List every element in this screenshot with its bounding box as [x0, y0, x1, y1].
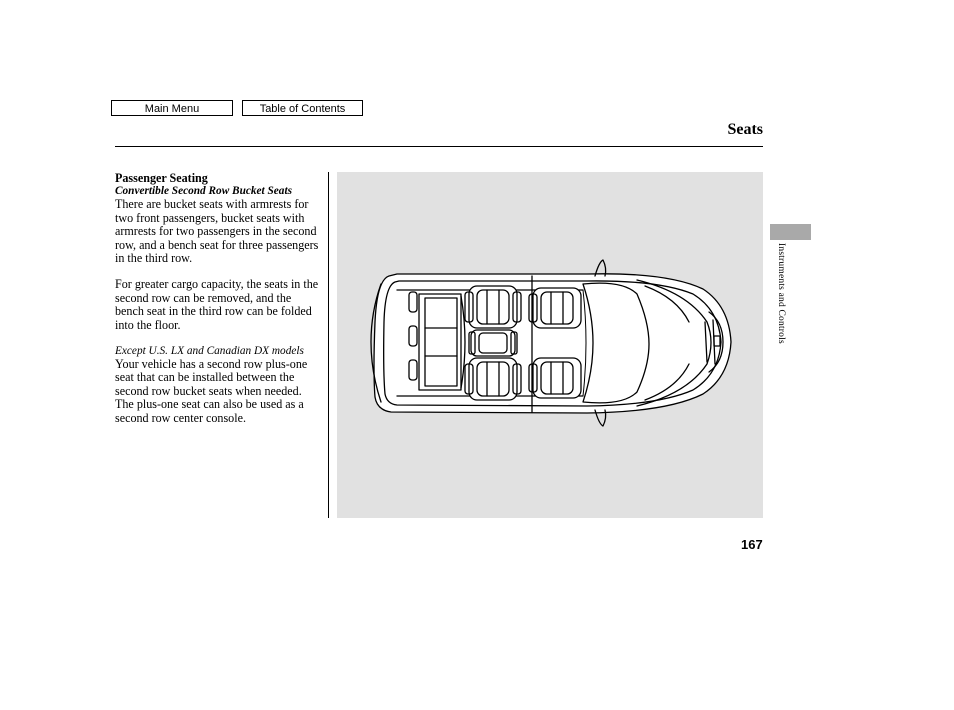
- paragraph-plus-one-seat: Your vehicle has a second row plus-one seat that can be installed between the second row bucket seats when needed. The plus-one seat can also be used as a second row center console.: [115, 357, 308, 425]
- main-menu-button[interactable]: Main Menu: [111, 100, 233, 116]
- model-note: Except U.S. LX and Canadian DX models: [115, 345, 304, 358]
- title-divider: [115, 146, 763, 147]
- second-row-bucket-seat-right: [465, 358, 521, 400]
- front-bucket-seat-right: [529, 358, 581, 398]
- table-of-contents-button[interactable]: Table of Contents: [242, 100, 363, 116]
- page-title: Seats: [727, 121, 763, 138]
- vehicle-top-view-illustration: [337, 172, 763, 518]
- paragraph-cargo-capacity: For greater cargo capacity, the seats in the second row can be removed, and the bench seat in the third row can be folded into the floor.: [115, 277, 319, 332]
- section-tab-label: Instruments and Controls: [776, 243, 786, 344]
- seating-diagram-panel: [337, 172, 763, 518]
- front-bucket-seat-left: [529, 288, 581, 328]
- paragraph-seat-layout: There are bucket seats with armrests for two front passengers, bucket seats with armrests for two passengers in the second row, and a bench seat for three passengers in the third row.: [115, 197, 319, 266]
- plus-one-center-seat: [469, 330, 517, 356]
- section-tab-marker: [770, 224, 811, 240]
- windshield: [583, 283, 649, 403]
- second-row-bucket-seat-left: [465, 286, 521, 328]
- text-column: [115, 172, 320, 425]
- page-number: 167: [741, 537, 763, 552]
- section-heading: Passenger Seating: [115, 171, 208, 185]
- section-subheading: Convertible Second Row Bucket Seats: [115, 185, 292, 198]
- column-divider: [328, 172, 329, 518]
